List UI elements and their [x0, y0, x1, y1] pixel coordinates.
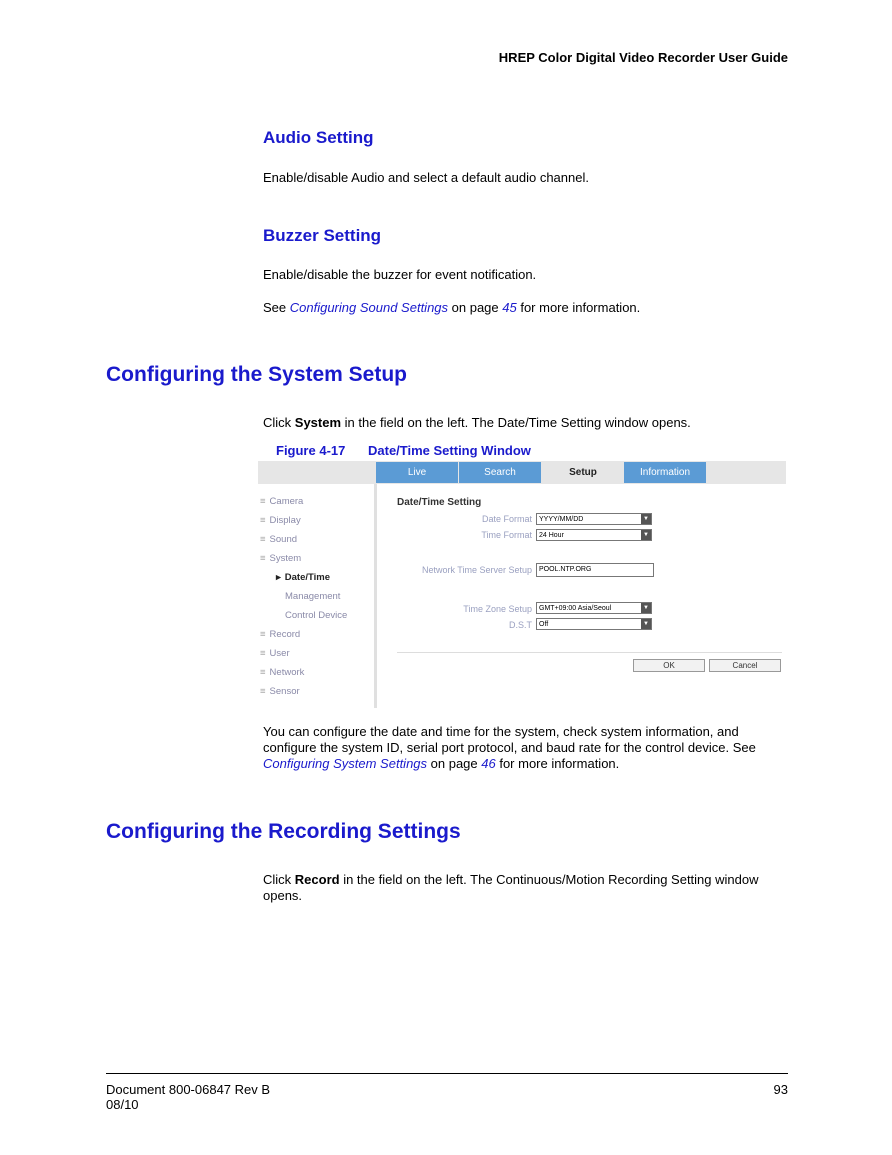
sidebar-item-sound[interactable]: ≡ Sound: [260, 534, 298, 545]
tab-live[interactable]: Live: [376, 462, 458, 483]
record-intro-prefix: Click: [263, 872, 295, 887]
page-45-link[interactable]: 45: [502, 300, 517, 315]
system-bold: System: [294, 415, 342, 430]
tab-information[interactable]: Information: [624, 462, 706, 483]
see-mid: on page: [448, 300, 503, 315]
page-number: 93: [773, 1082, 788, 1097]
see-suffix: for more information.: [516, 300, 641, 315]
audio-setting-heading: Audio Setting: [263, 128, 374, 147]
datetime-setting-figure: [258, 461, 786, 708]
see-prefix: See: [263, 300, 290, 315]
dropdown-arrow-icon: ▼: [641, 603, 651, 613]
tab-search[interactable]: Search: [459, 462, 541, 483]
footer-document-info: [106, 1082, 270, 1112]
record-intro-paragraph: [263, 872, 788, 904]
sidebar-item-sensor[interactable]: ≡ Sensor: [260, 686, 300, 697]
ntp-server-input[interactable]: POOL.NTP.ORG: [536, 563, 654, 577]
time-zone-select[interactable]: GMT+09:00 Asia/Seoul ▼: [536, 602, 652, 614]
time-zone-label: Time Zone Setup: [463, 604, 532, 614]
record-intro-suffix: in the field on the left. The Continuous/Motion Recording Setting window opens.: [263, 872, 759, 903]
footer-doc-number: Document 800-06847 Rev B: [106, 1082, 271, 1097]
intro-suffix: in the field on the left. The Date/Time Setting window opens.: [341, 415, 691, 430]
tab-setup[interactable]: Setup: [542, 462, 624, 483]
desc-text: You can configure the date and time for the system, check system information, and configure the system ID, serial port protocol, and baud rate for the control device. See: [263, 724, 756, 755]
sidebar-item-record[interactable]: ≡ Record: [260, 629, 301, 640]
recording-settings-heading: Configuring the Recording Settings: [106, 820, 461, 843]
sidebar-item-user[interactable]: ≡ User: [260, 648, 290, 659]
date-format-label: Date Format: [481, 514, 532, 524]
buzzer-setting-heading: Buzzer Setting: [263, 226, 382, 245]
system-settings-link[interactable]: Configuring System Settings: [263, 756, 428, 771]
audio-setting-text: Enable/disable Audio and select a default audio channel.: [263, 170, 589, 185]
setup-sidebar: [258, 484, 377, 708]
footer-rule: [106, 1073, 788, 1074]
tab-bar: [258, 461, 786, 484]
figure-title: Date/Time Setting Window: [368, 443, 531, 458]
sidebar-item-management[interactable]: Management: [285, 591, 341, 602]
sidebar-item-datetime[interactable]: ▸ Date/Time: [276, 572, 331, 583]
sound-settings-link[interactable]: Configuring Sound Settings: [289, 300, 449, 315]
desc-suffix: for more information.: [495, 756, 620, 771]
sidebar-item-network[interactable]: ≡ Network: [260, 667, 305, 678]
sidebar-item-system[interactable]: ≡ System: [260, 553, 302, 564]
dropdown-arrow-icon: ▼: [641, 530, 651, 540]
ok-button[interactable]: OK: [633, 659, 705, 672]
dropdown-arrow-icon: ▼: [641, 514, 651, 524]
system-setup-heading: Configuring the System Setup: [106, 363, 408, 386]
time-format-label: Time Format: [481, 530, 532, 540]
page-46-link[interactable]: 46: [481, 756, 496, 771]
system-description-paragraph: [263, 724, 788, 772]
footer-date: 08/10: [106, 1097, 139, 1112]
cancel-button[interactable]: Cancel: [709, 659, 781, 672]
panel-title: Date/Time Setting: [397, 497, 482, 508]
running-header: HREP Color Digital Video Recorder User Guide: [498, 50, 788, 65]
dst-select[interactable]: Off ▼: [536, 618, 652, 630]
panel-divider: [397, 652, 782, 653]
dropdown-arrow-icon: ▼: [641, 619, 651, 629]
system-intro-paragraph: [263, 415, 788, 431]
figure-number: Figure 4-17: [276, 443, 346, 458]
sidebar-item-control-device[interactable]: Control Device: [285, 610, 348, 621]
desc-mid: on page: [427, 756, 482, 771]
record-bold: Record: [294, 872, 340, 887]
sidebar-item-camera[interactable]: ≡ Camera: [260, 496, 304, 507]
date-format-select[interactable]: YYYY/MM/DD ▼: [536, 513, 652, 525]
time-format-select[interactable]: 24 Hour ▼: [536, 529, 652, 541]
buzzer-setting-text: Enable/disable the buzzer for event notification.: [263, 267, 537, 282]
figure-caption: [276, 443, 531, 458]
intro-prefix: Click: [263, 415, 295, 430]
sidebar-item-display[interactable]: ≡ Display: [260, 515, 301, 526]
dst-label: D.S.T: [508, 620, 532, 630]
ntp-server-label: Network Time Server Setup: [421, 565, 532, 575]
buzzer-see-paragraph: [263, 300, 788, 316]
